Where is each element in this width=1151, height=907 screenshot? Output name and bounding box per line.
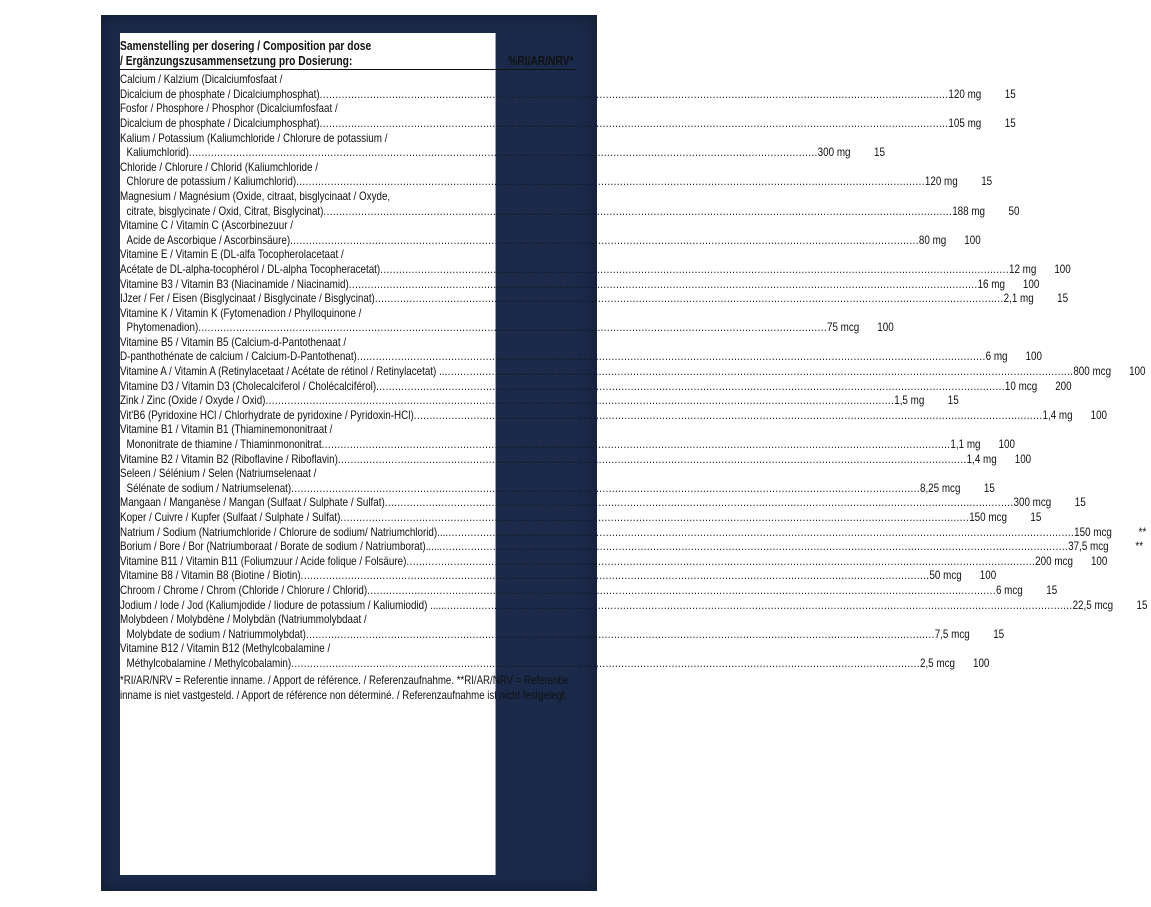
- amount-value: 50 mcg: [929, 568, 962, 583]
- rv-value: 100: [877, 320, 894, 335]
- table-row: [120, 553, 1108, 569]
- rv-value: 100: [979, 568, 997, 583]
- amount-value: 2,1 mg: [1003, 291, 1034, 306]
- row-text-line: Kalium / Potassium (Kaliumchloride / Chlorure de potassium /: [120, 130, 388, 145]
- table-row: [120, 582, 1058, 598]
- row-value-line: [120, 655, 990, 671]
- ingredient-source: Mononitrate de thiamine / Thiaminmononitrat: [126, 437, 322, 452]
- row-text-line: Vitamine C / Vitamin C (Ascorbinezuur /: [120, 218, 294, 233]
- table-row: [120, 218, 981, 247]
- row-value-line: [120, 597, 1148, 613]
- amount-value: 120 mg: [948, 86, 982, 101]
- row-value-line: [120, 407, 1108, 423]
- row-value-line: [120, 539, 1144, 554]
- table-row: [120, 466, 995, 495]
- table-row: [120, 539, 1144, 554]
- amount-value: 12 mg: [1008, 261, 1037, 276]
- dot-leader: ........................................................................................................................................................................................................: [296, 174, 925, 189]
- ingredient-source: Vitamine B8 / Vitamin B8 (Biotine / Biotin): [120, 568, 301, 583]
- table-row: [120, 291, 1069, 306]
- ingredient-source: Vitamine B2 / Vitamin B2 (Riboflavine / Riboflavin): [120, 451, 338, 466]
- amount-value: 22,5 mcg: [1072, 597, 1114, 612]
- row-value-line: [120, 145, 885, 160]
- heading-rv: %RI/AR/NRV*: [508, 53, 574, 68]
- ingredient-source: Borium / Bore / Bor (Natriumboraat / Borate de sodium / Natriumborat).....: [120, 539, 440, 554]
- row-text-line: Calcium / Kalzium (Dicalciumfosfaat /: [120, 72, 283, 87]
- dot-leader: ........................................................................................................................................................................................................: [300, 568, 930, 583]
- rv-value: 15: [1004, 115, 1016, 130]
- row-text-line: Vitamine K / Vitamin K (Fytomenadion / Phylloquinone /: [120, 305, 362, 320]
- table-row: [120, 451, 1032, 467]
- rv-value: 100: [964, 232, 981, 247]
- table-row: [120, 407, 1108, 423]
- table-row: [120, 334, 1042, 364]
- amount-value: 1,1 mg: [950, 437, 981, 452]
- rv-value: 15: [1030, 510, 1042, 524]
- amount-value: 200 mcg: [1035, 553, 1073, 568]
- dot-leader: ........................................................................................................................................................................................................: [290, 232, 919, 247]
- rv-value: 50: [1008, 203, 1020, 218]
- rv-value: 100: [1090, 553, 1108, 568]
- rv-value: 100: [1025, 349, 1042, 364]
- row-value-line: [120, 553, 1108, 569]
- footnote: *RI/AR/NRV = Referentie inname. / Apport de référence. / Referenzaufnahme. **RI/AR/NRV = Referentie inname is niet vastgesteld. / Apport de référence non déterminé. / Referenzaufnahme ist nicht festgelegt.: [120, 672, 569, 702]
- table-row: [120, 393, 959, 408]
- amount-value: 37,5 mcg: [1068, 539, 1109, 554]
- dot-leader: ........................................................................................................................................................................................................: [291, 655, 920, 670]
- table-row: [120, 247, 1071, 276]
- dot-leader: ........................................................................................................................................................................................................: [305, 626, 935, 641]
- table-row: [120, 524, 1147, 540]
- ingredient-source: Jodium / Iode / Jod (Kaliumjodide / Iiodure de potassium / Kaliumiodid) .....: [120, 597, 444, 612]
- table-row: [120, 101, 1016, 130]
- table-row: [120, 364, 1146, 379]
- ingredient-list: [120, 72, 1148, 670]
- amount-value: 105 mg: [948, 115, 982, 130]
- ingredient-source: Vitamine A / Vitamin A (Retinylacetaat / Acétate de rétinol / Retinylacetat) ..: [120, 364, 445, 379]
- rv-value: 15: [981, 174, 993, 189]
- rv-value: 100: [972, 655, 990, 670]
- table-row: [120, 495, 1086, 510]
- ingredient-source: Chroom / Chrome / Chrom (Chloride / Chlorure / Chlorid): [120, 582, 368, 597]
- dot-leader: ........................................................................................................................................................................................................: [380, 261, 1009, 276]
- ingredient-source: Kaliumchlorid): [126, 145, 189, 160]
- table-row: [120, 130, 885, 160]
- ingredient-source: Chlorure de potassium / Kaliumchlorid): [126, 174, 297, 189]
- dot-leader: ........................................................................................................................................................................................................: [319, 115, 949, 130]
- ingredient-source: Mangaan / Manganèse / Mangan (Sulfaat / Sulphate / Sulfat): [120, 495, 385, 510]
- dot-leader: ........................................................................................................................................................................................................: [445, 524, 1075, 539]
- row-text-line: Chloride / Chlorure / Chlorid (Kaliumchloride /: [120, 159, 318, 174]
- table-row: [120, 597, 1148, 613]
- row-value-line: [120, 291, 1069, 306]
- ingredient-source: Phytomenadion): [126, 320, 199, 335]
- dot-leader: ........................................................................................................................................................................................................: [367, 582, 996, 597]
- rv-value: **: [1135, 539, 1144, 554]
- amount-value: 188 mg: [952, 203, 986, 218]
- table-row: [120, 188, 1020, 218]
- ingredient-source: Acide de Ascorbique / Ascorbinsäure): [126, 232, 291, 247]
- amount-value: 1,4 mg: [1042, 407, 1073, 422]
- ingredient-source: IJzer / Fer / Eisen (Bisglycinaat / Bisglycinate / Bisglycinat): [120, 291, 375, 306]
- row-text-line: Vitamine B1 / Vitamin B1 (Thiaminemononitraat /: [120, 422, 333, 437]
- amount-value: 80 mg: [918, 232, 947, 247]
- dot-leader: ........................................................................................................................................................................................................: [340, 510, 970, 524]
- rv-value: 15: [983, 480, 995, 495]
- amount-value: 6 mg: [985, 349, 1008, 364]
- dot-leader: ........................................................................................................................................................................................................: [265, 393, 895, 408]
- dot-leader: ........................................................................................................................................................................................................: [348, 276, 978, 291]
- amount-value: 800 mcg: [1073, 364, 1112, 379]
- row-text-line: Vitamine B12 / Vitamin B12 (Methylcobalamine /: [120, 641, 331, 656]
- rv-value: 100: [1014, 451, 1032, 466]
- rv-value: 15: [1136, 597, 1148, 612]
- dot-leader: ........................................................................................................................................................................................................: [376, 378, 1005, 393]
- ingredient-source: citrate, bisglycinate / Oxid, Citrat, Bisglycinat): [126, 203, 324, 218]
- ingredient-source: Molybdate de sodium / Natriummolybdat): [126, 626, 306, 641]
- table-row: [120, 641, 990, 670]
- row-text-line: Seleen / Sélénium / Selen (Natriumselenaat /: [120, 466, 317, 481]
- rv-value: **: [1138, 524, 1147, 539]
- row-value-line: [120, 203, 1020, 219]
- heading-divider: [120, 69, 577, 70]
- amount-value: 75 mcg: [826, 320, 860, 335]
- row-value-line: [120, 582, 1058, 598]
- row-value-line: [120, 261, 1071, 277]
- table-row: [120, 422, 1015, 452]
- dot-leader: ........................................................................................................................................................................................................: [321, 437, 951, 452]
- amount-value: 300 mg: [817, 145, 851, 160]
- row-value-line: [120, 626, 1005, 642]
- rv-value: 100: [1090, 407, 1108, 422]
- dot-leader: ........................................................................................................................................................................................................: [319, 86, 949, 101]
- table-row: [120, 612, 1005, 641]
- nutrition-label: [120, 33, 1148, 875]
- row-value-line: [120, 276, 1040, 292]
- rv-value: 200: [1055, 378, 1072, 393]
- row-text-line: Molybdeen / Molybdène / Molybdän (Natriummolybdaat /: [120, 612, 367, 627]
- table-row: [120, 378, 1072, 394]
- row-value-line: [120, 232, 981, 248]
- rv-value: 15: [993, 626, 1005, 641]
- dot-leader: ........................................................................................................................................................................................................: [188, 145, 818, 160]
- row-value-line: [120, 437, 1015, 452]
- rv-value: 15: [1074, 495, 1086, 510]
- amount-value: 1,5 mg: [894, 393, 925, 408]
- row-value-line: [120, 364, 1146, 379]
- rv-value: 15: [947, 393, 959, 408]
- ingredient-source: D-panthothénate de calcium / Calcium-D-Pantothenat): [120, 349, 357, 364]
- amount-value: 6 mcg: [995, 582, 1023, 597]
- rv-value: 100: [998, 437, 1015, 452]
- rv-value: 100: [1129, 364, 1146, 379]
- rv-value: 100: [1022, 276, 1040, 291]
- row-text-line: Fosfor / Phosphore / Phosphor (Dicalciumfosfaat /: [120, 101, 338, 116]
- dot-leader: ........................................................................................................................................................................................................: [443, 597, 1073, 612]
- dot-leader: ........................................................................................................................................................................................................: [374, 291, 1004, 306]
- ingredient-source: Koper / Cuivre / Kupfer (Sulfaat / Sulphate / Sulfat): [120, 510, 341, 524]
- table-row: [120, 568, 997, 583]
- ingredient-source: Dicalcium de phosphate / Dicalciumphosphat): [120, 115, 320, 130]
- amount-value: 300 mcg: [1013, 495, 1052, 510]
- ingredient-source: Sélénate de sodium / Natriumselenat): [126, 480, 292, 495]
- amount-value: 120 mg: [924, 174, 958, 189]
- ingredient-source: Acétate de DL-alpha-tocophérol / DL-alpha Tocopheracetat): [120, 261, 381, 276]
- row-value-line: [120, 174, 993, 189]
- row-value-line: [120, 320, 894, 335]
- table-heading: [120, 39, 577, 68]
- row-value-line: [120, 393, 959, 408]
- amount-value: 2,5 mcg: [919, 655, 955, 670]
- row-value-line: [120, 480, 995, 496]
- rv-value: 15: [873, 145, 885, 160]
- rv-value: 15: [1004, 86, 1016, 101]
- table-row: [120, 72, 1016, 101]
- dot-leader: ........................................................................................................................................................................................................: [406, 553, 1036, 568]
- rv-value: 15: [1046, 582, 1058, 597]
- amount-value: 150 mcg: [1074, 524, 1112, 539]
- ingredient-source: Méthylcobalamine / Methylcobalamin): [126, 655, 292, 670]
- rv-value: 15: [1057, 291, 1069, 306]
- heading-title: Samenstelling per dosering / Composition par dose / Ergänzungszusammensetzung pro Dosierung:: [120, 39, 372, 68]
- dot-leader: ........................................................................................................................................................................................................: [198, 320, 827, 335]
- dot-leader: ........................................................................................................................................................................................................: [356, 349, 986, 364]
- amount-value: 8,25 mcg: [919, 480, 961, 495]
- row-value-line: [120, 524, 1147, 540]
- rv-value: 100: [1054, 261, 1071, 276]
- amount-value: 150 mcg: [969, 510, 1007, 524]
- amount-value: 1,4 mg: [966, 451, 997, 466]
- dot-leader: ........................................................................................................................................................................................................: [337, 451, 967, 466]
- row-value-line: [120, 86, 1016, 102]
- row-value-line: [120, 451, 1032, 467]
- ingredient-source: Dicalcium de phosphate / Dicalciumphosphat): [120, 86, 320, 101]
- dot-leader: ........................................................................................................................................................................................................: [323, 203, 953, 218]
- dot-leader: ........................................................................................................................................................................................................: [413, 407, 1043, 422]
- row-value-line: [120, 568, 997, 583]
- row-text-line: Magnesium / Magnésium (Oxide, citraat, bisglycinaat / Oxyde,: [120, 188, 391, 203]
- amount-value: 16 mg: [977, 276, 1005, 291]
- ingredient-source: Natrium / Sodium (Natriumchloride / Chlorure de sodium/ Natriumchlorid)...: [120, 524, 446, 539]
- table-row: [120, 510, 1042, 525]
- dot-leader: ........................................................................................................................................................................................................: [384, 495, 1014, 510]
- ingredient-source: Vit'B6 (Pyridoxine HCl / Chlorhydrate de pyridoxine / Pyridoxin-HCl): [120, 407, 414, 422]
- row-value-line: [120, 349, 1042, 364]
- amount-value: 10 mcg: [1004, 378, 1038, 393]
- table-row: [120, 276, 1040, 292]
- table-row: [120, 159, 993, 189]
- table-row: [120, 305, 894, 335]
- row-text-line: Vitamine E / Vitamin E (DL-alfa Tocopherolacetaat /: [120, 247, 344, 262]
- row-value-line: [120, 495, 1086, 510]
- amount-value: 7,5 mcg: [934, 626, 970, 641]
- row-value-line: [120, 115, 1016, 131]
- dot-leader: ........................................................................................................................................................................................................: [291, 480, 920, 495]
- row-text-line: Vitamine B5 / Vitamin B5 (Calcium-d-Pantothenaat /: [120, 334, 347, 349]
- dot-leader: ........................................................................................................................................................................................................: [444, 364, 1074, 379]
- row-value-line: [120, 510, 1042, 525]
- row-value-line: [120, 378, 1072, 394]
- ingredient-source: Vitamine B11 / Vitamin B11 (Foliumzuur / Acide folique / Folsäure): [120, 553, 407, 568]
- ingredient-source: Zink / Zinc (Oxide / Oxyde / Oxid): [120, 393, 266, 408]
- ingredient-source: Vitamine D3 / Vitamin D3 (Cholecalciferol / Cholécalciférol): [120, 378, 377, 393]
- ingredient-source: Vitamine B3 / Vitamin B3 (Niacinamide / Niacinamid): [120, 276, 349, 291]
- dot-leader: ........................................................................................................................................................................................................: [439, 539, 1069, 554]
